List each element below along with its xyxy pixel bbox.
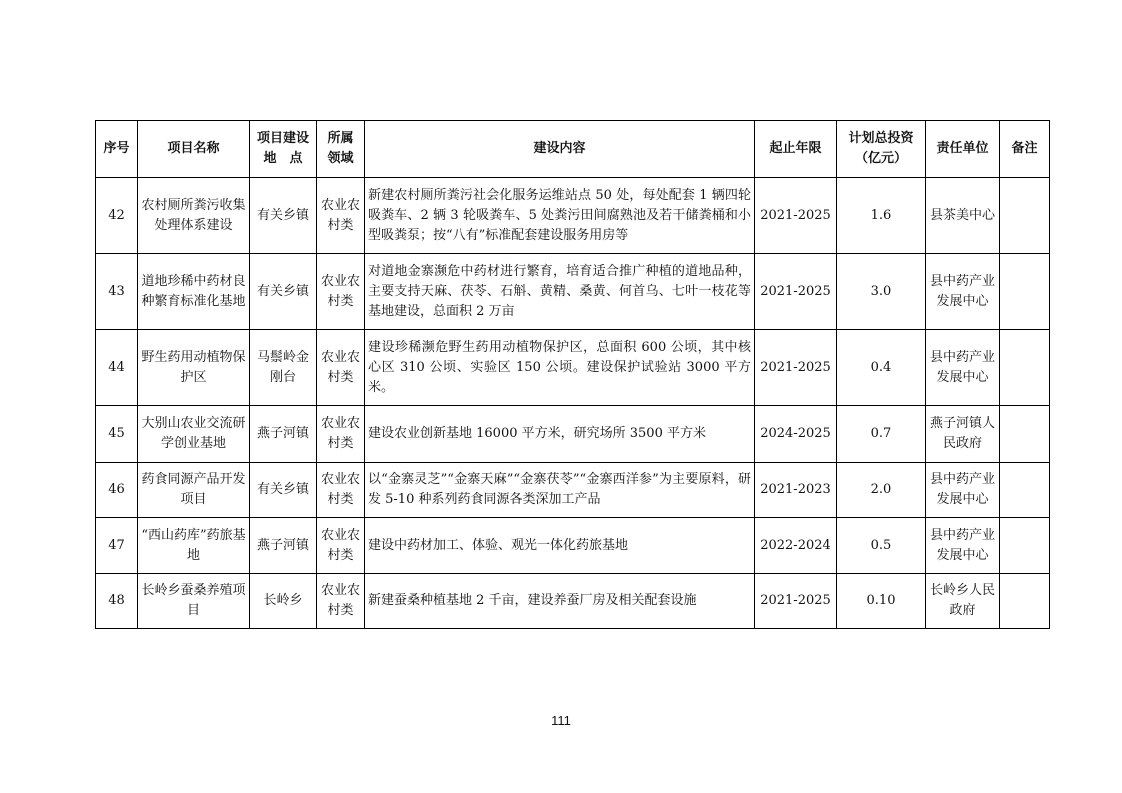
cell-period: 2021-2025 xyxy=(755,330,837,406)
cell-remark xyxy=(1000,574,1050,629)
cell-field: 农业农村类 xyxy=(317,254,365,330)
header-content: 建设内容 xyxy=(365,121,755,178)
cell-content: 新建蚕桑种植基地 2 千亩，建设养蚕厂房及相关配套设施 xyxy=(365,574,755,629)
cell-period: 2021-2025 xyxy=(755,574,837,629)
cell-location: 有关乡镇 xyxy=(250,254,317,330)
header-investment-line1: 计划总投资 xyxy=(848,131,914,146)
cell-location: 燕子河镇 xyxy=(250,406,317,463)
cell-seq: 44 xyxy=(96,330,138,406)
cell-field: 农业农村类 xyxy=(317,574,365,629)
cell-investment: 0.5 xyxy=(837,518,926,574)
table-header-row xyxy=(96,121,1050,178)
cell-remark xyxy=(1000,518,1050,574)
table-row xyxy=(96,178,1050,254)
cell-investment: 0.4 xyxy=(837,330,926,406)
header-location xyxy=(250,121,317,178)
cell-remark xyxy=(1000,463,1050,518)
cell-unit: 燕子河镇人民政府 xyxy=(926,406,1000,463)
header-location-line2: 地 点 xyxy=(263,151,303,166)
project-table xyxy=(95,120,1050,629)
table-row xyxy=(96,330,1050,406)
cell-location: 马鬃岭金刚台 xyxy=(250,330,317,406)
cell-name: “西山药库”药旅基地 xyxy=(138,518,250,574)
header-location-line1: 项目建设 xyxy=(256,131,309,146)
cell-unit: 县中药产业发展中心 xyxy=(926,463,1000,518)
cell-seq: 47 xyxy=(96,518,138,574)
header-investment-line2: （亿元） xyxy=(854,151,907,166)
header-remark: 备注 xyxy=(1000,121,1050,178)
header-period: 起止年限 xyxy=(755,121,837,178)
cell-field: 农业农村类 xyxy=(317,406,365,463)
cell-period: 2021-2025 xyxy=(755,178,837,254)
cell-name: 长岭乡蚕桑养殖项目 xyxy=(138,574,250,629)
cell-period: 2022-2024 xyxy=(755,518,837,574)
cell-seq: 43 xyxy=(96,254,138,330)
header-unit: 责任单位 xyxy=(926,121,1000,178)
cell-remark xyxy=(1000,406,1050,463)
cell-remark xyxy=(1000,330,1050,406)
header-seq: 序号 xyxy=(96,121,138,178)
cell-field: 农业农村类 xyxy=(317,330,365,406)
header-field-line1: 所属 xyxy=(327,131,354,146)
cell-content: 建设珍稀濒危野生药用动植物保护区，总面积 600 公顷，其中核心区 310 公顷、实验区 150 公顷。建设保护试验站 3000 平方米。 xyxy=(365,330,755,406)
cell-name: 农村厕所粪污收集处理体系建设 xyxy=(138,178,250,254)
cell-location: 燕子河镇 xyxy=(250,518,317,574)
cell-location: 长岭乡 xyxy=(250,574,317,629)
cell-unit: 县中药产业发展中心 xyxy=(926,518,1000,574)
cell-investment: 0.10 xyxy=(837,574,926,629)
cell-field: 农业农村类 xyxy=(317,463,365,518)
header-field-line2: 领域 xyxy=(327,151,354,166)
cell-investment: 3.0 xyxy=(837,254,926,330)
cell-seq: 48 xyxy=(96,574,138,629)
cell-investment: 2.0 xyxy=(837,463,926,518)
cell-content: 新建农村厕所粪污社会化服务运维站点 50 处，每处配套 1 辆四轮吸粪车、2 辆 3 轮吸粪车、5 处粪污田间腐熟池及若干储粪桶和小型吸粪泵；按“八有”标准配套建设服务用房等 xyxy=(365,178,755,254)
cell-name: 大别山农业交流研学创业基地 xyxy=(138,406,250,463)
header-name: 项目名称 xyxy=(138,121,250,178)
table-row xyxy=(96,518,1050,574)
table-row xyxy=(96,463,1050,518)
cell-content: 建设农业创新基地 16000 平方米，研究场所 3500 平方米 xyxy=(365,406,755,463)
cell-content: 对道地金寨濒危中药材进行繁育，培育适合推广种植的道地品种，主要支持天麻、茯苓、石斛、黄精、桑黄、何首乌、七叶一枝花等基地建设，总面积 2 万亩 xyxy=(365,254,755,330)
cell-name: 道地珍稀中药材良种繁育标准化基地 xyxy=(138,254,250,330)
table-row xyxy=(96,574,1050,629)
cell-unit: 长岭乡人民政府 xyxy=(926,574,1000,629)
page-number: 111 xyxy=(551,713,571,728)
cell-unit: 县中药产业发展中心 xyxy=(926,254,1000,330)
cell-period: 2021-2023 xyxy=(755,463,837,518)
cell-content: 以“金寨灵芝”“金寨天麻”“金寨茯苓”“金寨西洋参”为主要原料，研发 5-10 种系列药食同源各类深加工产品 xyxy=(365,463,755,518)
cell-field: 农业农村类 xyxy=(317,178,365,254)
cell-unit: 县茶美中心 xyxy=(926,178,1000,254)
cell-remark xyxy=(1000,254,1050,330)
cell-investment: 1.6 xyxy=(837,178,926,254)
table-row xyxy=(96,254,1050,330)
cell-period: 2021-2025 xyxy=(755,254,837,330)
cell-field: 农业农村类 xyxy=(317,518,365,574)
table-row xyxy=(96,406,1050,463)
cell-location: 有关乡镇 xyxy=(250,463,317,518)
cell-seq: 45 xyxy=(96,406,138,463)
cell-period: 2024-2025 xyxy=(755,406,837,463)
cell-name: 野生药用动植物保护区 xyxy=(138,330,250,406)
cell-content: 建设中药材加工、体验、观光一体化药旅基地 xyxy=(365,518,755,574)
cell-remark xyxy=(1000,178,1050,254)
header-field xyxy=(317,121,365,178)
cell-unit: 县中药产业发展中心 xyxy=(926,330,1000,406)
cell-seq: 42 xyxy=(96,178,138,254)
cell-location: 有关乡镇 xyxy=(250,178,317,254)
cell-seq: 46 xyxy=(96,463,138,518)
header-investment xyxy=(837,121,926,178)
cell-investment: 0.7 xyxy=(837,406,926,463)
cell-name: 药食同源产品开发项目 xyxy=(138,463,250,518)
